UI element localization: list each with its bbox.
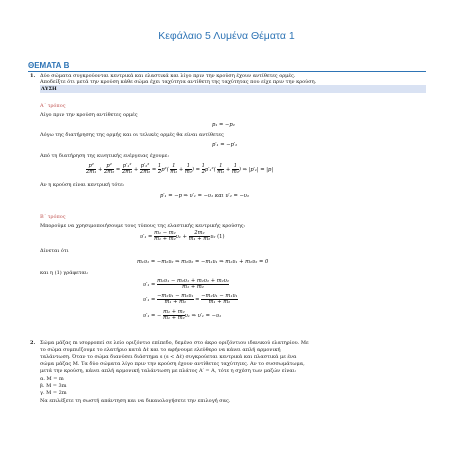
question-2-line-1: Σώμα μάζας m ισορροπεί σε λείο οριζόντιο επίπεδο, δεμένο στο άκρο οριζόντιου ιδανικού ελατηρίου. Με [40,340,309,346]
question-1-line-2: Αποδείξτε ότι μετά την κρούση κάθε σώμα έχει ταχύτητα αντίθετη της ταχύτητας που είχε πριν την κρούση. [40,79,317,85]
equation-step-3: υ′₁ = − $\frac{\text{m₁ + m₂}}{\text{m₁ + m₂}}$ υ₁ ⇒ υ′₁ = −υ₁ [143,309,222,321]
equation-kinetic-energy-result: ⇒ |p′₁| = |p| [242,167,274,173]
equation-final-velocities: p′₁ = −p ⇒ υ′₁ = −υ₁ και υ′₂ = −υ₂ [160,193,250,199]
way-a-line-3: Από τη διατήρηση της κινητικής ενέργειας έχουμε: [40,153,170,159]
equation-elastic-formula: υ′₁ = $\frac{\text{m₁ − m₂}}{\text{m₁ + m₂}}$ υ₁ + $\frac{\text{2m₂}}{\text{m₁ + m₂}}$ υ₂ (1) [140,230,225,242]
section-heading: ΘΕΜΑΤΑ Β [28,61,426,72]
question-2-line-2: το σώμα συμπιέζουμε το ελατήριο κατά Δℓ και το αφήνουμε ελεύθερο να κάνει απλή αρμονική [40,347,281,353]
solution-label: ΛΥΣΗ [41,86,57,92]
way-b-line-2: Δίνεται ότι [40,248,69,254]
solution-banner [40,85,426,93]
way-a-line-2: Λόγω της διατήρησης της ορμής και οι τελικές ορμές θα είναι αντίθετες [40,132,224,138]
equation-tag: (1) [217,234,225,240]
page-title: Κεφάλαιο 5 Λυμένα Θέματα 1 [158,30,295,42]
way-b-label: Β΄ τρόπος [40,214,66,220]
equation-momenta-before: p₁ = −p₂ [212,122,235,128]
question-2-number: 2. [30,340,36,346]
equation-step-2: υ′₁ = $\frac{\text{−m₂υ₁ − m₂υ₁}}{\text{m₁ + m₂}}$ = $\frac{\text{−m₂υ₁ − m₁υ₁}}{\text{m₁ + m₂}}$ [143,293,238,305]
equation-kinetic-energy: $\frac{\text{p²}}{\text{2m₁}}$ + $\frac{\text{p²}}{\text{2m₂}}$ = $\frac{\text{p′₁²}}{\text{2m₁}}$ + $\frac{\text{p′₂²}}{\text{2m₂}}$ = $\frac{1}{2}$ p²( $\frac{1}{\text{m₁}}$ + $\frac{1}{\text{m₂}}$ ) = $\frac{1}{2}$ p′₁²( $\frac{1}{\text{m₁}}$ + $\frac{1}{\text{m₂}}$ ) ⇒ |p′₁| = |p| [86,163,274,175]
question-2-line-3: ταλάντωση. Όταν το σώμα διανύσει διάστημα s (s < Δℓ) συγκρούεται κεντρικά και πλαστικά με ένα [40,354,297,360]
way-a-label: Α΄ τρόπος [40,103,66,109]
question-2-line-5: μετά την κρούση, κάνει απλή αρμονική ταλάντωση με πλάτος A′ = A, τότε η σχέση των μαζών είναι: [40,368,297,374]
equation-given: m₁υ₁ = −m₂υ₂ ⇒ m₂υ₂ = −m₁υ₁ ⇒ m₁υ₁ + m₂υ₂ = 0 [137,259,269,265]
way-a-line-4: Αν η κρούση είναι κεντρική τότε: [40,182,125,188]
way-a-line-1: Λίγο πριν την κρούση αντίθετες ορμές [40,112,138,118]
answer-option-a: α. M = m [40,376,64,382]
way-b-line-1: Μπορούμε να χρησιμοποιήσουμε τους τύπους της ελαστικής κεντρικής κρούσης: [40,223,246,229]
equation-step-1: υ′₁ = $\frac{\text{m₁υ₁ − m₂υ₁ + m₂υ₂ + m₂υ₂}}{\text{m₁ + m₂}}$ [143,278,229,290]
question-2-line-4: σώμα μάζας M. Τα δύο σώματα λίγο πριν την κρούση έχουν αντίθετες ταχύτητες. Αν το συσσωμάτωμα, [40,361,305,367]
answer-option-c: γ. M = 2m [40,390,67,396]
question-1-line-1: Δύο σώματα συγκρούονται κεντρικά και ελαστικά και λίγο πριν την κρούση έχουν αντίθετες ορμές. [40,73,296,79]
equation-step-3-result: ⇒ υ′₁ = −υ₁ [191,313,222,319]
question-1-number: 1. [30,73,36,79]
answer-option-b: β. M = 3m [40,383,67,389]
way-b-line-3: και η (1) γράφεται: [40,270,89,276]
question-2-line-6: Να επιλέξετε τη σωστή απάντηση και να δικαιολογήσετε την επιλογή σας. [40,398,231,404]
equation-momenta-after: p′₁ = −p′₂ [212,142,238,148]
